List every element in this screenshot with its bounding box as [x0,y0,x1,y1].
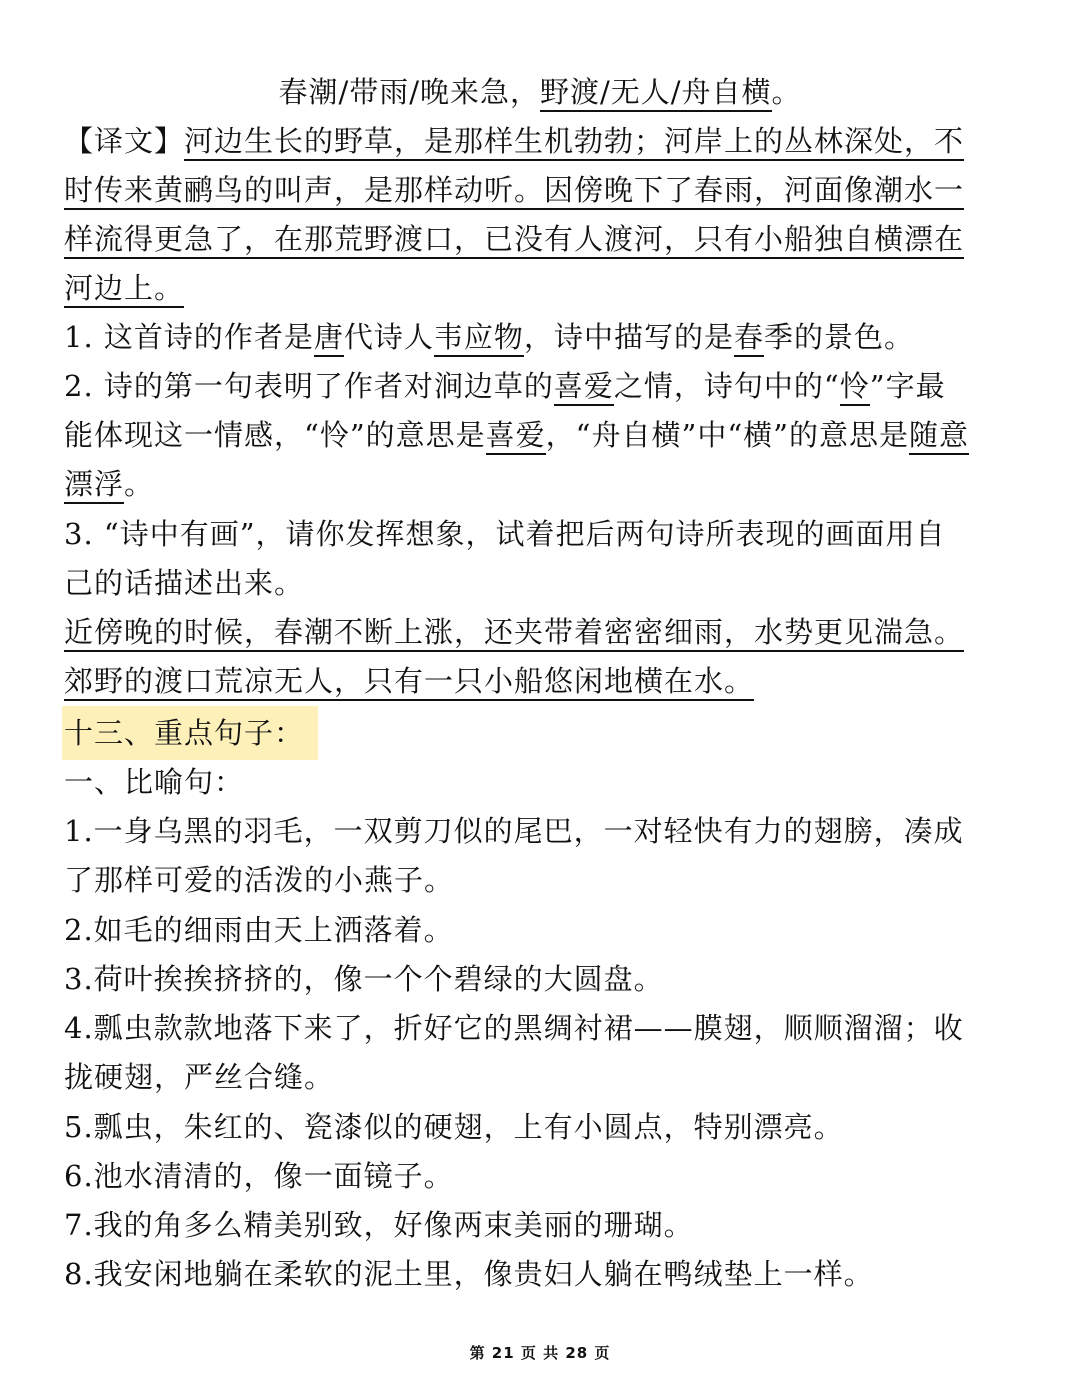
translation-text-3: 样流得更急了，在那荒野渡口，已没有人渡河，只有小船独自横漂在 [64,222,964,259]
q1-text-c: 代诗人 [343,320,434,354]
sentence-line: 7.我的角多么精美别致，好像两束美丽的珊瑚。 [64,1208,694,1242]
translation-text-4: 河边上。 [64,271,184,308]
q2-text-2a: 能体现这一情感，“怜”的意思是 [64,418,486,452]
q2-text-1a: 2. 诗的第一句表明了作者对涧边草的 [64,369,554,403]
q1-text-a: 1. 这首诗的作者是 [64,320,314,354]
translation-line-2 [64,168,1024,212]
q2-answer-meaning: 喜爱 [486,418,546,455]
sentence-line: 5.瓢虫，朱红的、瓷漆似的硬翅，上有小圆点，特别漂亮。 [64,1110,844,1144]
q1-text-g: 季的景色。 [763,320,914,354]
q3-text-1: 3. “诗中有画”，请你发挥想象，试着把后两句诗所表现的画面用自 [64,517,946,551]
poem-part-2: 野渡/无人/舟自横 [540,75,772,112]
question-2-line-1 [64,364,1024,408]
sub-heading [64,760,1024,804]
section-heading [64,711,1024,755]
q2-answer-heng-2: 漂浮 [64,467,124,504]
sentence-line: 2.如毛的细雨由天上洒落着。 [64,913,454,947]
sentence-line: 了那样可爱的活泼的小燕子。 [64,863,455,897]
translation-line-3 [64,217,1024,261]
question-3-answer-2 [64,659,1024,703]
q2-text-1e: ”字最 [869,369,946,403]
poem-part-1: 春潮/带雨/晚来急， [278,75,540,109]
sentence-line: 3.荷叶挨挨挤挤的，像一个个碧绿的大圆盘。 [64,962,664,996]
translation-text-2: 时传来黄鹂鸟的叫声，是那样动听。因傍晚下了春雨，河面像潮水一 [64,173,964,210]
translation-text-1: 河边生长的野草，是那样生机勃勃；河岸上的丛林深处，不 [184,124,964,161]
q3-answer-text-2: 郊野的渡口荒凉无人，只有一只小船悠闲地横在水。 [64,664,754,701]
translation-label: 【译文】 [64,124,185,158]
q2-answer-heng-1: 随意 [909,418,969,455]
q2-answer-char: 怜 [840,369,870,406]
q3-answer-text-1: 近傍晚的时候，春潮不断上涨，还夹带着密密细雨，水势更见湍急。 [64,615,964,652]
q1-answer-dynasty: 唐 [314,320,344,357]
q1-answer-season: 春 [734,320,764,357]
translation-line-1 [64,119,1024,163]
sentence-line: 1.一身乌黑的羽毛，一双剪刀似的尾巴，一对轻快有力的翅膀，凑成 [64,814,964,848]
question-2-line-2 [64,413,1024,457]
q1-text-e: ，诗中描写的是 [523,320,734,354]
question-3-line-1 [64,512,1024,556]
section-heading-text: 十三、重点句子： [64,716,305,750]
question-3-answer-1 [64,610,1024,654]
question-1 [64,315,1024,359]
poem-line [0,70,1080,114]
q2-text-2c: ，“舟自横”中“横”的意思是 [545,418,909,452]
q3-text-2: 己的话描述出来。 [64,566,305,600]
sentence-line: 拢硬翅，严丝合缝。 [64,1060,335,1094]
q2-text-3b: 。 [124,467,155,501]
translation-line-4 [64,266,1024,310]
question-3-line-2 [64,561,1024,605]
sentence-line: 6.池水清清的，像一面镜子。 [64,1159,454,1193]
sub-heading-text: 一、比喻句： [64,765,245,799]
poem-part-3: 。 [771,75,802,109]
q2-text-1c: 之情，诗句中的“ [613,369,840,403]
page-number: 第 21 页 共 28 页 [469,1344,611,1362]
sentence-line: 8.我安闲地躺在柔软的泥土里，像贵妇人躺在鸭绒垫上一样。 [64,1257,874,1291]
sentence-line: 4.瓢虫款款地落下来了，折好它的黑绸衬裙——膜翅，顺顺溜溜；收 [64,1011,964,1045]
q2-answer-love: 喜爱 [554,369,614,406]
q1-answer-poet: 韦应物 [434,320,524,357]
question-2-line-3 [64,462,1024,506]
